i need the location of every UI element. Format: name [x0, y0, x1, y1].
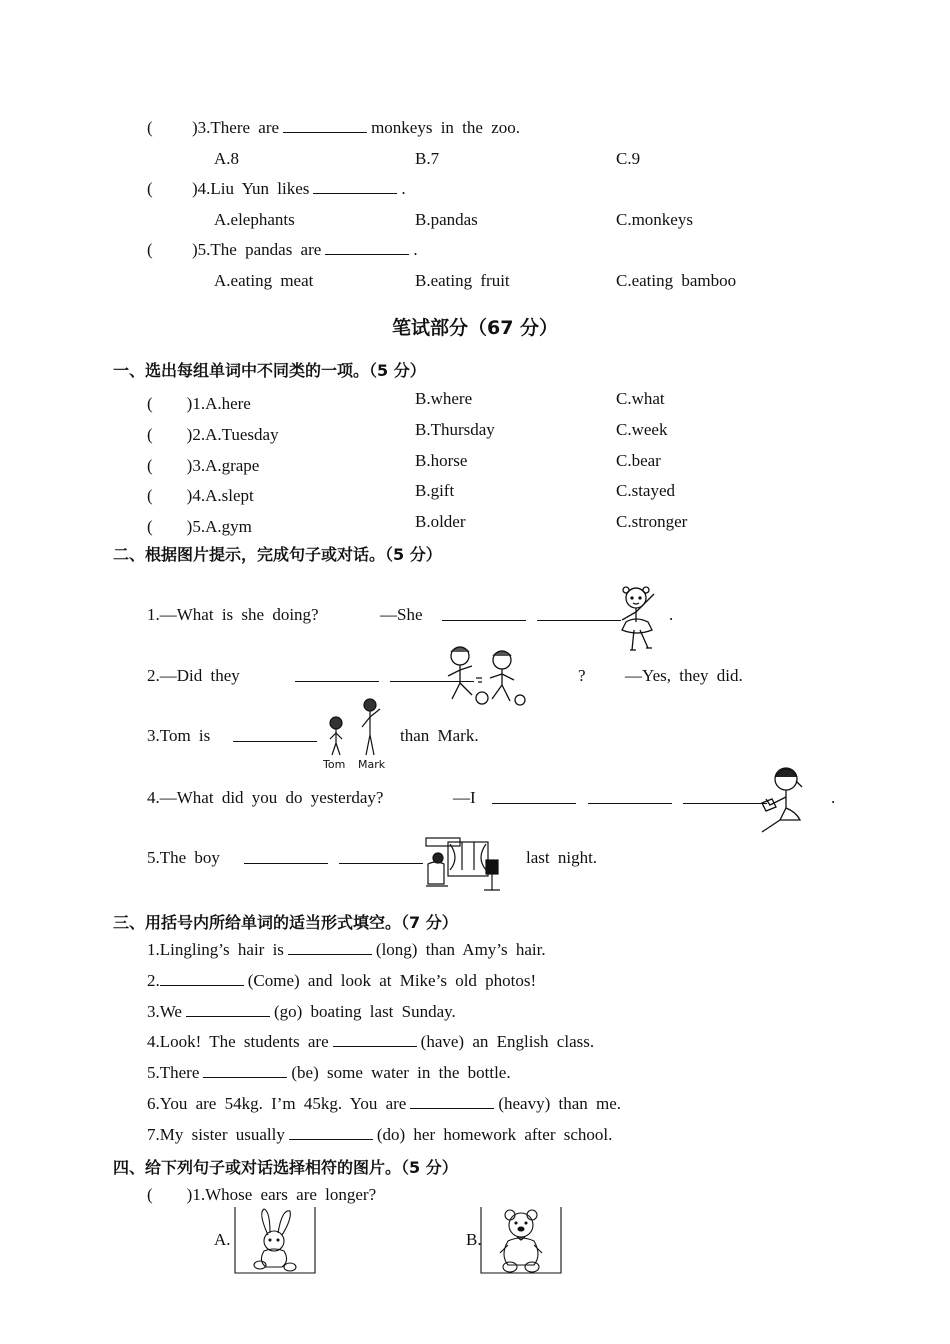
option-b: B.eating fruit [415, 271, 510, 290]
tom-label: Tom [323, 758, 346, 771]
rabbit-toy-picture[interactable] [234, 1207, 316, 1275]
match-item-1[interactable]: ( )1.Whose ears are longer? [147, 1185, 377, 1204]
q5-sentence-start: 5.The boy [147, 848, 220, 867]
question-number: )4. [192, 179, 211, 198]
option-b: B.7 [415, 149, 440, 168]
fill-item-6: 6.You are 54kg. I’m 45kg. You are (heavy) than me. [147, 1094, 622, 1113]
section-2-title: 二、根据图片提示，完成句子或对话。（5 分） [113, 545, 442, 564]
option-c: C.stronger [616, 512, 688, 531]
question-number: )3. [192, 118, 211, 137]
question-number: )5. [192, 240, 211, 259]
girl-reading-picture [756, 763, 806, 835]
picture-option-a-label: A. [214, 1230, 231, 1249]
mark-label: Mark [358, 758, 386, 771]
question-stem: The pandas are [210, 240, 322, 259]
teddy-bear-picture[interactable] [480, 1207, 562, 1275]
answer-paren[interactable]: ( [147, 240, 153, 259]
q5-sentence-end: last night. [526, 848, 598, 867]
option-b: B.Thursday [415, 420, 495, 439]
answer-blank[interactable] [410, 1094, 494, 1109]
boys-playing-football-picture [440, 642, 540, 708]
q4-period: . [831, 788, 836, 807]
answer-blank[interactable] [244, 849, 328, 864]
option-b: B.gift [415, 481, 455, 500]
option-c: C.week [616, 420, 668, 439]
option-b: B.where [415, 389, 473, 408]
option-c: C.stayed [616, 481, 676, 500]
item-1[interactable]: ( )1.A.here [147, 394, 251, 413]
option-b: B.pandas [415, 210, 478, 229]
q3-sentence-end: than Mark. [400, 726, 479, 745]
q4-question: 4.—What did you do yesterday? [147, 788, 384, 807]
fill-item-2: 2. (Come) and look at Mike’s old photos! [147, 971, 537, 990]
answer-blank[interactable] [186, 1002, 270, 1017]
picture-option-b-label: B. [466, 1230, 482, 1249]
option-a: A.8 [214, 149, 240, 168]
fill-item-5: 5.There (be) some water in the bottle. [147, 1063, 511, 1082]
item-2[interactable]: ( )2.A.Tuesday [147, 425, 279, 444]
answer-blank[interactable] [203, 1063, 287, 1078]
answer-blank[interactable] [288, 940, 372, 955]
question-tail: . [401, 179, 406, 198]
fill-item-4: 4.Look! The students are (have) an English class. [147, 1032, 595, 1051]
answer-blank[interactable] [295, 667, 379, 682]
option-c: C.what [616, 389, 665, 408]
answer-blank[interactable] [313, 179, 397, 194]
section-3-title: 三、用括号内所给单词的适当形式填空。（7 分） [113, 913, 458, 932]
q4-answer-start: —I [453, 788, 476, 807]
answer-blank[interactable] [339, 849, 423, 864]
q1-period: . [669, 605, 674, 624]
question-tail: . [413, 240, 418, 259]
boy-watching-tv-picture [422, 834, 506, 892]
option-c: C.bear [616, 451, 661, 470]
answer-blank[interactable] [283, 118, 367, 133]
section-1-title: 一、选出每组单词中不同类的一项。（5 分） [113, 361, 426, 380]
answer-blank[interactable] [492, 789, 576, 804]
q1-answer-start: —She [380, 605, 423, 624]
answer-blank[interactable] [333, 1032, 417, 1047]
option-c: C.9 [616, 149, 641, 168]
answer-blank[interactable] [537, 606, 621, 621]
answer-blank[interactable] [683, 789, 767, 804]
fill-item-3: 3.We (go) boating last Sunday. [147, 1002, 456, 1021]
answer-blank[interactable] [325, 240, 409, 255]
answer-paren[interactable]: ( [147, 179, 153, 198]
fill-item-1: 1.Lingling’s hair is (long) than Amy’s hair. [147, 940, 546, 959]
option-a: A.elephants [214, 210, 295, 229]
option-c: C.eating bamboo [616, 271, 737, 290]
option-c: C.monkeys [616, 210, 693, 229]
q1-question: 1.—What is she doing? [147, 605, 319, 624]
option-b: B.horse [415, 451, 468, 470]
answer-blank[interactable] [442, 606, 526, 621]
answer-paren[interactable]: ( [147, 118, 153, 137]
answer-blank[interactable] [233, 727, 317, 742]
question-stem: Liu Yun likes [210, 179, 310, 198]
q2-answer: —Yes, they did. [625, 666, 743, 685]
item-5[interactable]: ( )5.A.gym [147, 517, 252, 536]
section-4-title: 四、给下列句子或对话选择相符的图片。（5 分） [113, 1158, 458, 1177]
option-a: A.eating meat [214, 271, 314, 290]
option-b: B.older [415, 512, 466, 531]
question-stem: There are [210, 118, 280, 137]
written-part-title: 笔试部分（67 分） [391, 317, 559, 339]
item-3[interactable]: ( )3.A.grape [147, 456, 260, 475]
q2-question: 2.—Did they [147, 666, 240, 685]
tom-and-mark-picture [320, 695, 392, 757]
answer-blank[interactable] [289, 1125, 373, 1140]
q3-sentence-start: 3.Tom is [147, 726, 211, 745]
item-4[interactable]: ( )4.A.slept [147, 486, 254, 505]
dancing-girl-picture [612, 582, 666, 660]
question-tail: monkeys in the zoo. [371, 118, 520, 137]
fill-item-7: 7.My sister usually (do) her homework after school. [147, 1125, 613, 1144]
q2-question-mark: ? [578, 666, 586, 685]
answer-blank[interactable] [160, 971, 244, 986]
answer-blank[interactable] [588, 789, 672, 804]
